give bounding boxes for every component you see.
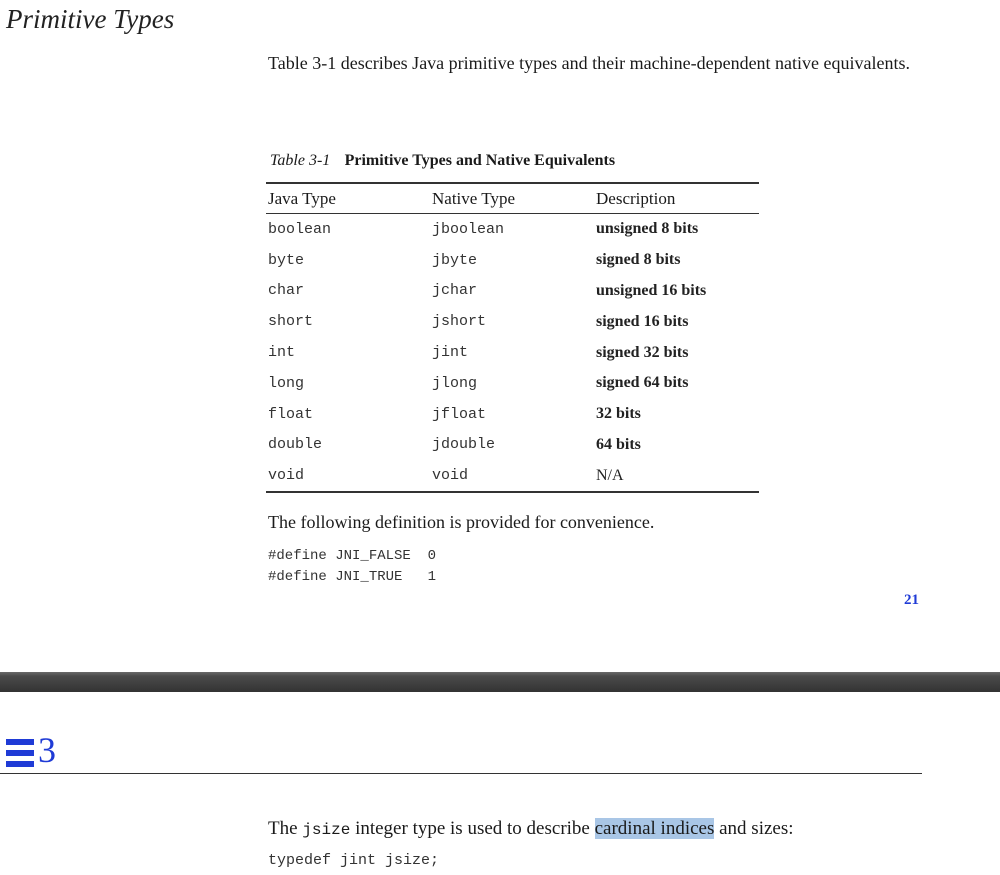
jsize-prefix: The bbox=[268, 818, 303, 839]
native-type-cell: jchar bbox=[432, 282, 478, 300]
jsize-code: jsize bbox=[302, 821, 351, 839]
jsize-middle: integer type is used to describe bbox=[350, 818, 595, 839]
description-cell: signed 32 bits bbox=[596, 343, 689, 361]
chapter-number: 3 bbox=[38, 730, 56, 770]
native-type-cell: jdouble bbox=[432, 436, 496, 454]
table-row bbox=[266, 368, 759, 399]
header-java-type: Java Type bbox=[266, 183, 430, 214]
native-type-cell: jbyte bbox=[432, 251, 478, 269]
intro-paragraph: Table 3-1 describes Java primitive types and their machine-dependent native equivalents. bbox=[268, 53, 911, 73]
table-row bbox=[266, 306, 759, 337]
native-type-cell: jlong bbox=[432, 374, 478, 392]
table-row bbox=[266, 276, 759, 307]
header-native-type: Native Type bbox=[430, 183, 594, 214]
java-type-cell: void bbox=[268, 467, 305, 485]
description-cell: signed 64 bits bbox=[596, 374, 689, 392]
description-cell: 64 bits bbox=[596, 435, 641, 453]
java-type-cell: short bbox=[268, 313, 314, 331]
native-type-cell: jint bbox=[432, 344, 469, 362]
java-type-cell: double bbox=[268, 436, 323, 454]
code-line: #define JNI_FALSE 0 bbox=[268, 548, 437, 564]
description-cell: signed 16 bits bbox=[596, 312, 689, 330]
java-type-cell: float bbox=[268, 405, 314, 423]
description-cell: unsigned 8 bits bbox=[596, 220, 699, 238]
chapter-header-rule bbox=[0, 773, 922, 774]
native-type-cell: jfloat bbox=[432, 405, 487, 423]
table-caption-title: Primitive Types and Native Equivalents bbox=[344, 152, 616, 169]
jsize-paragraph bbox=[268, 818, 794, 840]
description-cell: 32 bits bbox=[596, 405, 641, 423]
section-heading: Primitive Types bbox=[6, 4, 175, 34]
code-line: #define JNI_TRUE 1 bbox=[268, 569, 437, 585]
define-code-block bbox=[268, 546, 436, 588]
jsize-suffix: and sizes: bbox=[714, 818, 794, 839]
description-cell: N/A bbox=[596, 466, 624, 484]
selected-text-highlight[interactable]: cardinal indices bbox=[594, 818, 715, 839]
table-caption bbox=[270, 150, 615, 170]
table-row bbox=[266, 245, 759, 276]
java-type-cell: byte bbox=[268, 251, 305, 269]
page-22 bbox=[0, 692, 1000, 875]
native-type-cell: jboolean bbox=[432, 220, 505, 238]
primitive-types-table bbox=[266, 182, 759, 493]
java-type-cell: char bbox=[268, 282, 305, 300]
table-row bbox=[266, 399, 759, 430]
table-row bbox=[266, 430, 759, 461]
table-row bbox=[266, 460, 759, 492]
table-header-row bbox=[266, 183, 759, 214]
table-row bbox=[266, 337, 759, 368]
followup-paragraph: The following definition is provided for convenience. bbox=[268, 512, 655, 532]
java-type-cell: int bbox=[268, 344, 296, 362]
table-caption-number: Table 3-1 bbox=[270, 152, 331, 169]
page-number: 21 bbox=[904, 592, 919, 608]
description-cell: signed 8 bits bbox=[596, 251, 681, 269]
table-row bbox=[266, 214, 759, 245]
native-type-cell: void bbox=[432, 467, 469, 485]
header-description: Description bbox=[594, 183, 759, 214]
description-cell: unsigned 16 bits bbox=[596, 281, 707, 299]
typedef-code: typedef jint jsize; bbox=[268, 852, 440, 869]
page-divider bbox=[0, 672, 1000, 692]
java-type-cell: boolean bbox=[268, 220, 332, 238]
native-type-cell: jshort bbox=[432, 313, 487, 331]
menu-lines-icon[interactable] bbox=[6, 739, 34, 767]
java-type-cell: long bbox=[268, 374, 305, 392]
